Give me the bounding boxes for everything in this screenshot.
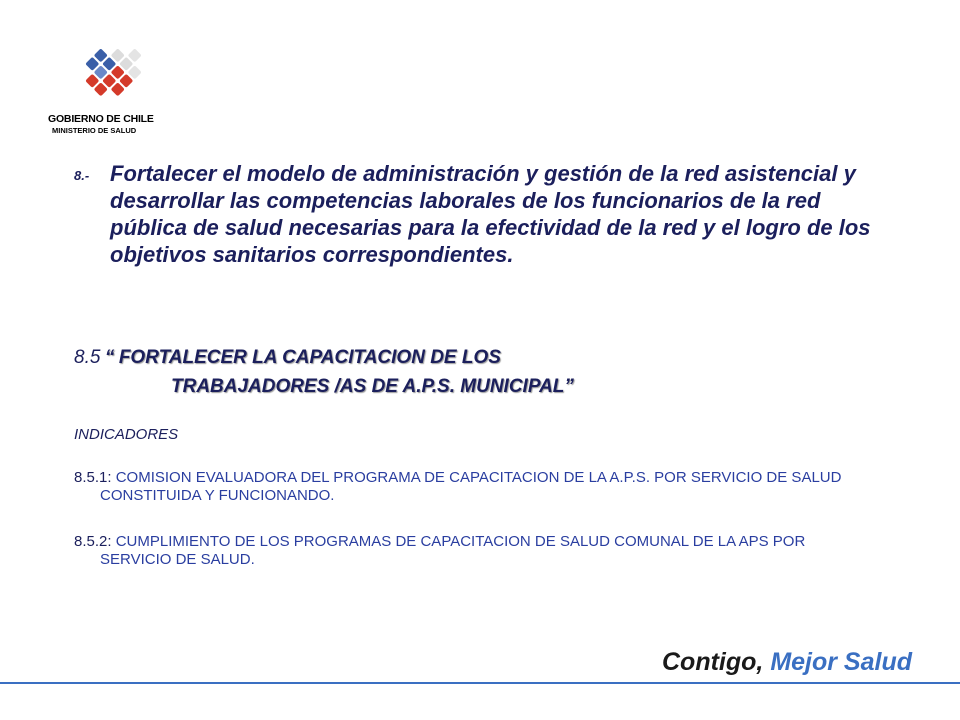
slogan-contigo: Contigo,	[662, 648, 764, 676]
indicator-code: 8.5.2:	[74, 533, 112, 550]
gobierno-de-chile-logo	[40, 40, 170, 140]
logo-text-gobierno: GOBIERNO DE CHILE	[48, 113, 154, 125]
section-close-quote: ”	[564, 376, 574, 397]
section-number: 8.5	[74, 347, 101, 368]
section-title-line1: FORTALECER LA CAPACITACION DE LOS	[118, 347, 501, 368]
objective-block	[74, 160, 874, 268]
objective-number: 8.-	[74, 168, 90, 183]
indicator-code: 8.5.1:	[74, 469, 112, 486]
footer-divider	[0, 682, 960, 684]
indicator-text: COMISION EVALUADORA DEL PROGRAMA DE CAPACITACION DE LA A.P.S. POR SERVICIO DE SALUD CONSTITUIDA Y FUNCIONANDO.	[100, 469, 842, 504]
section-title-line2: TRABAJADORES /AS DE A.P.S. MUNICIPAL	[171, 376, 565, 397]
footer-slogan	[662, 648, 912, 677]
slogan-mejor-salud: Mejor Salud	[770, 648, 912, 676]
chile-emblem-icon	[60, 42, 150, 114]
objective-text: Fortalecer el modelo de administración y gestión de la red asistencial y desarrollar las competencias laborales de los funcionarios de la red pública de salud necesarias para la efectividad de la red y el logro de los objetivos sanitarios correspondientes.	[110, 161, 871, 267]
section-heading	[74, 345, 894, 403]
logo-text-ministerio: MINISTERIO DE SALUD	[52, 126, 137, 135]
indicator-item	[74, 533, 874, 569]
indicator-item	[74, 469, 874, 505]
indicator-text: CUMPLIMIENTO DE LOS PROGRAMAS DE CAPACITACION DE SALUD COMUNAL DE LA APS POR SERVICIO DE SALUD.	[100, 533, 806, 568]
section-open-quote: “	[104, 347, 115, 368]
indicators-label: INDICADORES	[74, 426, 179, 443]
